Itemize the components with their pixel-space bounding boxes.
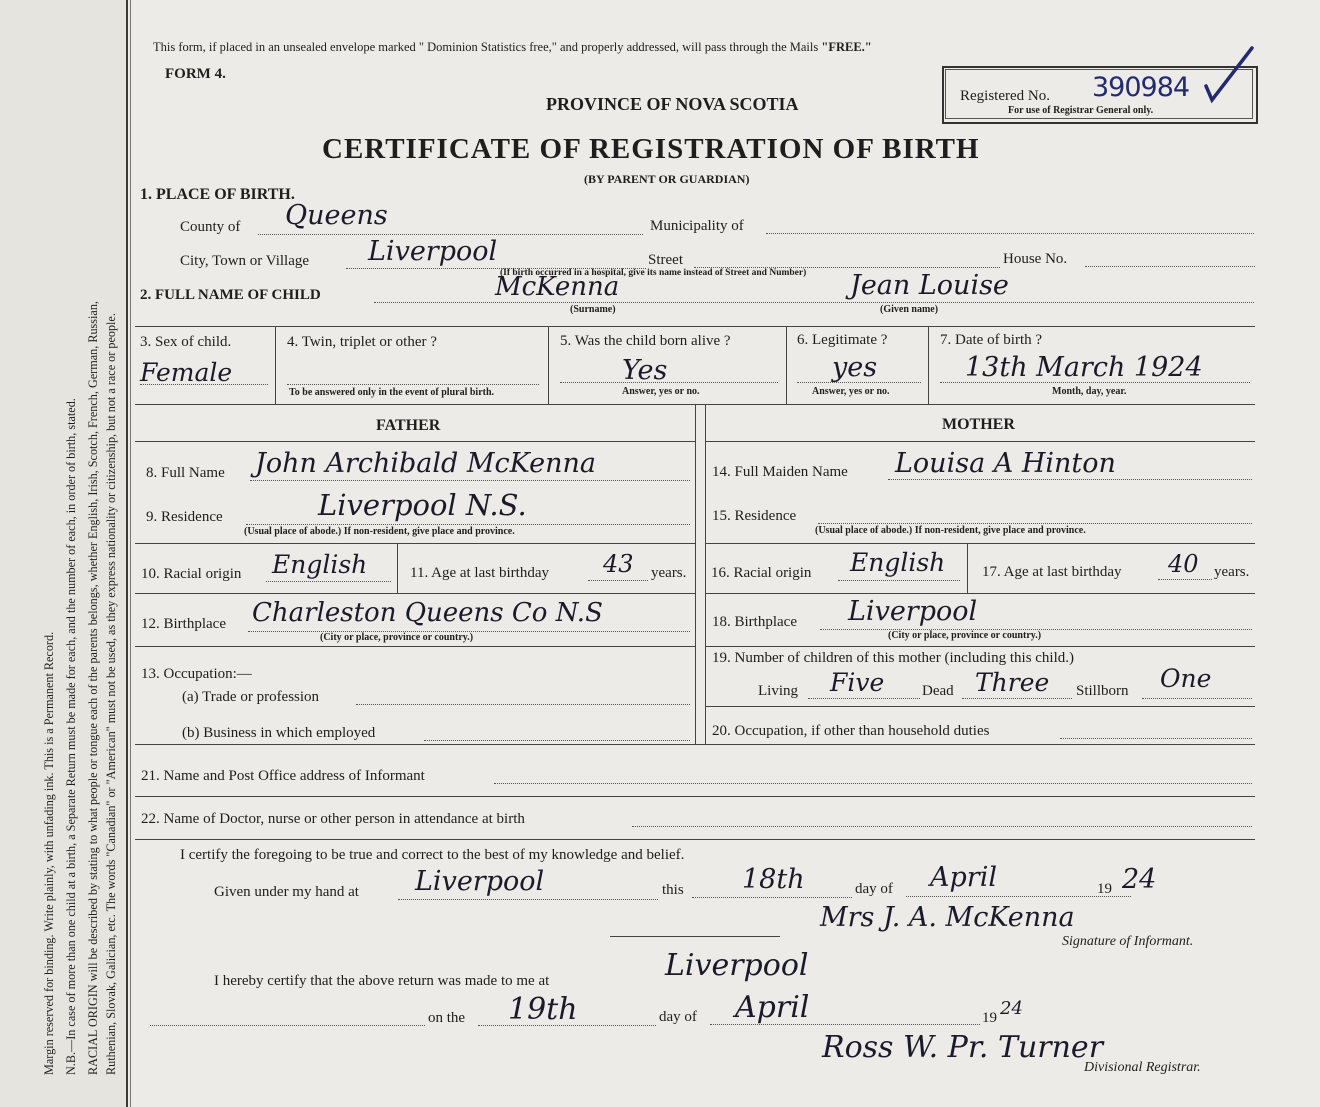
certificate-title: CERTIFICATE OF REGISTRATION OF BIRTH [322,133,980,165]
living-value: Five [830,668,885,697]
registrar-signature: Ross W. Pr. Turner [822,1030,1104,1065]
born-alive-label: 5. Was the child born alive ? [560,333,731,349]
mother-racial-label: 16. Racial origin [711,565,812,581]
form-number: FORM 4. [165,66,226,82]
date-of-birth-label: 7. Date of birth ? [940,332,1043,348]
twin-note: To be answered only in the event of plural birth. [289,387,495,398]
born-alive-value: Yes [622,355,668,386]
father-occupation-label: 13. Occupation:— [141,666,252,682]
house-number-label: House No. [1003,251,1068,267]
father-age-label: 11. Age at last birthday [410,565,549,581]
certificate-subtitle: (BY PARENT OR GUARDIAN) [584,172,750,186]
sex-label: 3. Sex of child. [140,334,232,350]
on-the-label: on the [428,1010,466,1026]
child-name-label: 2. FULL NAME OF CHILD [140,287,321,303]
legitimate-note: Answer, yes or no. [812,386,890,397]
margin-rule-inner [130,0,131,1107]
mother-years-label: years. [1214,564,1250,580]
province-heading: PROVINCE OF NOVA SCOTIA [546,94,799,114]
father-age-value: 43 [603,550,634,578]
checkmark-icon [1200,44,1260,106]
given-under-label: Given under my hand at [214,884,359,900]
informant-address-label: 21. Name and Post Office address of Informant [141,768,425,784]
dead-value: Three [975,668,1050,697]
father-racial-value: English [272,550,368,579]
registrar-day-of-label: day of [659,1009,697,1025]
born-alive-note: Answer, yes or no. [622,386,700,397]
sex-value: Female [140,358,233,387]
mother-birthplace-value: Liverpool [848,596,978,627]
mail-note: This form, if placed in an unsealed envelope marked " Dominion Statistics free," and properly addressed, will pass through the Mails "FREE." [153,40,872,54]
registrar-statement: I hereby certify that the above return was made to me at [214,973,550,989]
father-birthplace-note: (City or place, province or country.) [320,632,474,643]
margin-rule [126,0,128,1107]
child-given-name-value: Jean Louise [850,270,1009,301]
father-racial-label: 10. Racial origin [141,566,242,582]
father-birthplace-label: 12. Birthplace [141,616,226,632]
this-label: this [662,882,684,898]
father-name-label: 8. Full Name [146,465,225,481]
child-surname-value: McKenna [495,272,620,302]
legitimate-label: 6. Legitimate ? [797,332,888,348]
mother-name-value: Louisa A Hinton [895,448,1116,479]
registrar-signature-caption: Divisional Registrar. [1084,1060,1201,1075]
father-residence-note: (Usual place of abode.) If non-resident, give place and province. [244,526,515,537]
given-day-value: 18th [742,864,805,895]
registrar-year-prefix: 19 [982,1010,997,1026]
certification-statement: I certify the foregoing to be true and correct to the best of my knowledge and belief. [180,847,685,863]
informant-signature-caption: Signature of Informant. [1062,934,1194,949]
attendant-label: 22. Name of Doctor, nurse or other person in attendance at birth [141,811,525,827]
mother-age-label: 17. Age at last birthday [982,564,1122,580]
given-name-note: (Given name) [880,304,939,315]
registered-label: Registered No. [960,88,1050,104]
mother-residence-label: 15. Residence [712,508,797,524]
mother-birthplace-note: (City or place, province or country.) [888,630,1042,641]
margin-note-nationality: Ruthenian, Slovak, Galician, etc. The words "Canadian" or "American" must not be used, as they express nationality or citizenship, but not a race or people. [104,313,118,1075]
registrar-year-value: 24 [1000,998,1023,1019]
margin-note-multiple-births: N.B.—In case of more than one child at a birth, a Separate Return must be made for each, and the number of each, in order of birth, stated. [64,398,78,1075]
trade-label: (a) Trade or profession [182,689,320,705]
registrar-month-value: April [735,990,810,1025]
registrar-note: For use of Registrar General only. [1008,105,1154,116]
children-count-label: 19. Number of children of this mother (including this child.) [712,650,1075,666]
legitimate-value: yes [832,352,878,383]
given-month-value: April [930,862,997,893]
father-residence-value: Liverpool N.S. [318,488,527,522]
date-of-birth-note: Month, day, year. [1052,386,1127,397]
given-place-value: Liverpool [415,866,545,897]
street-label: Street [648,252,683,268]
mother-heading: MOTHER [942,416,1015,433]
mother-occupation-label: 20. Occupation, if other than household duties [712,723,990,739]
place-of-birth-heading: 1. PLACE OF BIRTH. [140,186,295,203]
dead-label: Dead [922,683,954,699]
city-value: Liverpool [368,236,498,267]
registrar-day-value: 19th [508,992,578,1027]
margin-note-binding: Margin reserved for binding. Write plainly, with unfading ink. This is a Permanent Record. [42,631,56,1075]
father-residence-label: 9. Residence [146,509,223,525]
municipality-label: Municipality of [650,218,744,234]
mother-name-label: 14. Full Maiden Name [712,464,848,480]
stillborn-label: Stillborn [1076,683,1129,699]
twin-label: 4. Twin, triplet or other ? [287,334,437,350]
mother-birthplace-label: 18. Birthplace [712,614,797,630]
mother-residence-note: (Usual place of abode.) If non-resident, give place and province. [815,525,1086,536]
informant-signature: Mrs J. A. McKenna [820,902,1075,933]
stillborn-value: One [1160,664,1212,693]
county-value: Queens [285,200,388,231]
given-year-value: 24 [1122,864,1157,895]
father-heading: FATHER [376,417,441,434]
father-years-label: years. [651,565,687,581]
hospital-note: (If birth occurred in a hospital, give its name instead of Street and Number) [500,268,807,278]
father-name-value: John Archibald McKenna [255,448,596,479]
date-of-birth-value: 13th March 1924 [965,352,1203,383]
city-label: City, Town or Village [180,253,310,269]
registrar-place-value: Liverpool [665,948,809,983]
mother-age-value: 40 [1168,550,1199,578]
father-birthplace-value: Charleston Queens Co N.S [252,598,603,628]
registered-number: 390984 [1092,72,1190,103]
living-label: Living [758,683,798,699]
surname-note: (Surname) [570,304,616,315]
county-label: County of [180,219,241,235]
given-year-prefix: 19 [1097,881,1112,897]
margin-note-racial-origin: RACIAL ORIGIN will be described by stating to what people or tongue each of the parents belongs, whether English, Irish, Scotch, French, German, Russian, [86,301,100,1075]
given-day-of-label: day of [855,881,893,897]
mother-racial-value: English [850,548,946,577]
business-label: (b) Business in which employed [182,725,376,741]
